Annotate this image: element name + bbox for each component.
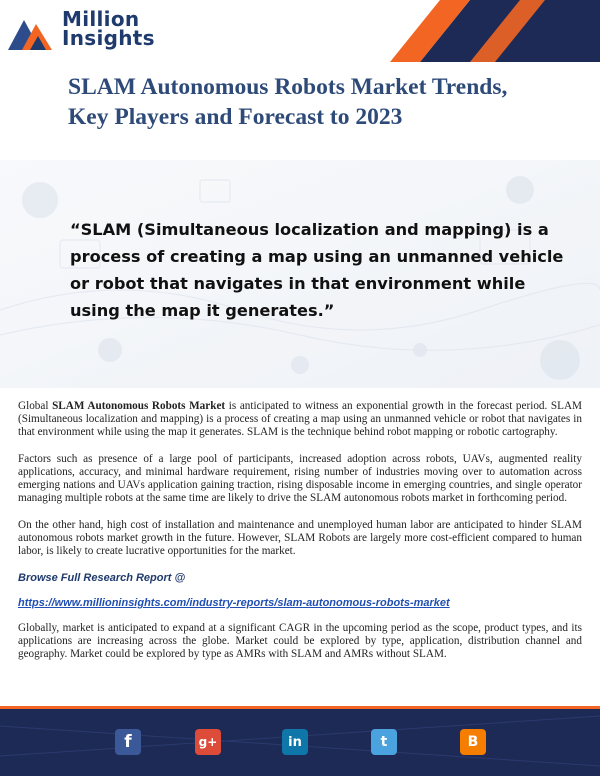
- paragraph-drivers: Factors such as presence of a large pool of participants, increased adoption across robots, UAVs, augmented reality applications, accuracy, and minimal hardware requirement, rising number of industries moving over to automation across emerging nations and UAVs application gaining traction, rising disposable income in emerging countries, and single operator managing multiple robots at the same time are likely to drive the SLAM autonomous robots market in forthcoming period.: [18, 453, 582, 504]
- quote-banner: [0, 160, 600, 388]
- paragraph-restraints: On the other hand, high cost of installation and maintenance and unemployed human labor are anticipated to hinder SLAM autonomous robots market growth in the future. However, SLAM Robots are largely more cost-efficient compared to human labor, is likely to create lucrative opportunities for the market.: [18, 519, 582, 557]
- brand-line2: Insights: [62, 26, 155, 50]
- paragraph-outlook: Globally, market is anticipated to expand at a significant CAGR in the upcoming period as the scope, product types, and its applications are increasing across the globe. Market could be explored by type, application, distribution channel and geography. Market could be explored by type as AMRs with SLAM and AMRs without SLAM.: [18, 622, 582, 660]
- million-insights-logo-icon: [6, 10, 56, 52]
- report-link[interactable]: https://www.millioninsights.com/industry-reports/slam-autonomous-robots-market: [18, 597, 450, 609]
- header: [0, 0, 600, 62]
- brand-line1: Million: [62, 7, 140, 31]
- browse-label: Browse Full Research Report @: [18, 572, 186, 584]
- paragraph-intro: [18, 400, 582, 439]
- article-body: [18, 400, 582, 675]
- facebook-icon[interactable]: f: [115, 729, 141, 755]
- paragraph-intro-prefix: Global: [18, 400, 53, 412]
- brand-name: [62, 7, 155, 50]
- paragraph-intro-rest: is anticipated to witness an exponential growth in the forecast period. SLAM (Simultaneous localization and mapping) is a process of creating a map using an unmanned vehicle or robot that navigates in that environment while using the map it generates. SLAM is the technique behind robot mapping or robotic cartography.: [18, 400, 583, 438]
- linkedin-icon[interactable]: in: [282, 729, 308, 755]
- quote-text: “SLAM (Simultaneous localization and mapping) is a process of creating a map using an unmanned vehicle or robot that navigates in that environment while using the map it generates.”: [70, 220, 564, 320]
- googleplus-icon[interactable]: g+: [195, 729, 221, 755]
- page-title: SLAM Autonomous Robots Market Trends, Key Players and Forecast to 2023: [68, 74, 508, 130]
- blogger-icon[interactable]: B: [460, 729, 486, 755]
- market-name: SLAM Autonomous Robots Market: [52, 400, 226, 412]
- twitter-icon[interactable]: t: [371, 729, 397, 755]
